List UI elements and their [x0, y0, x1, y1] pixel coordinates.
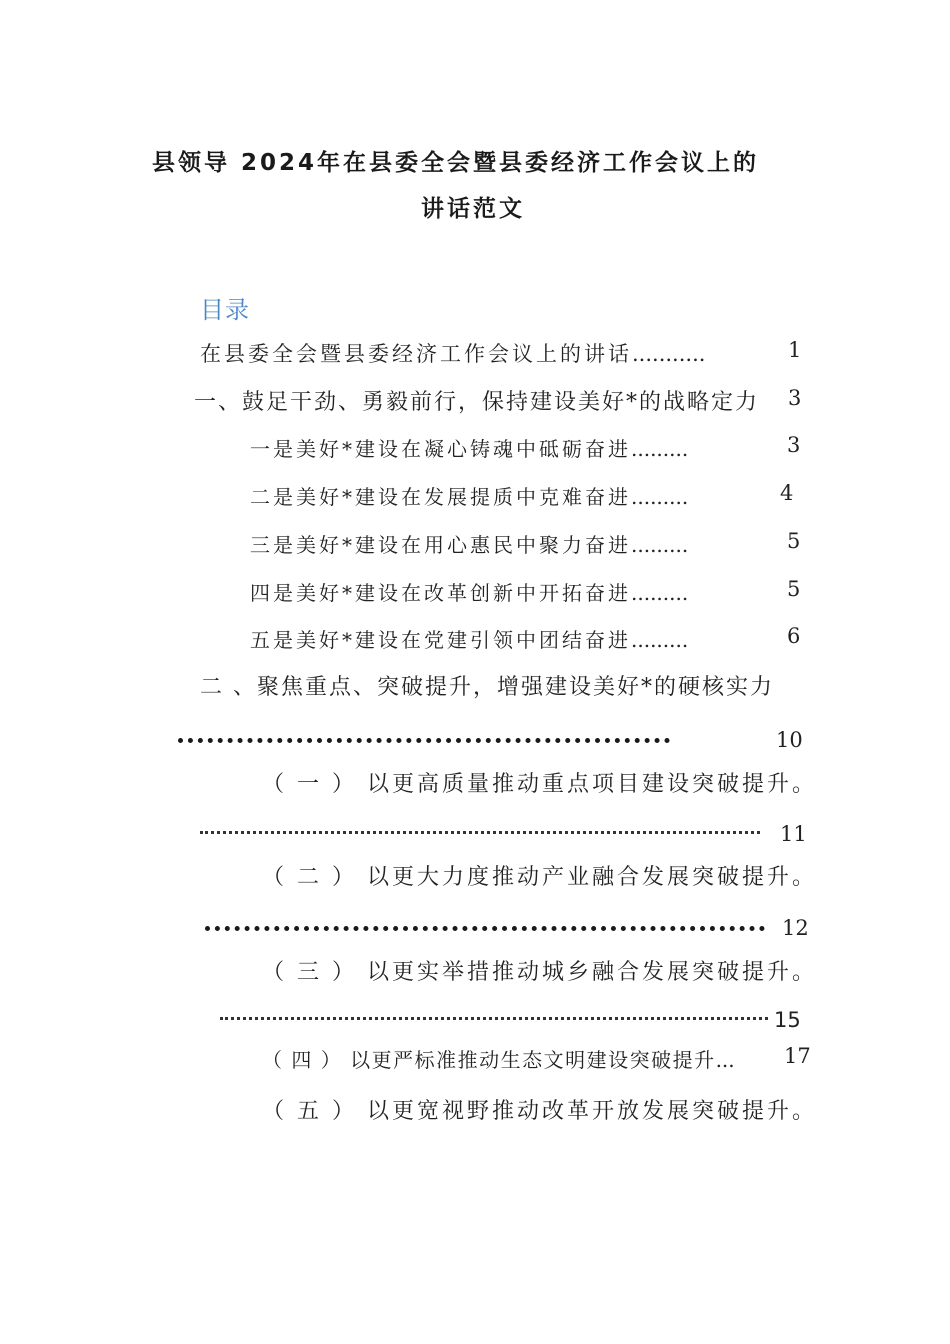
- toc-dot-leader: .........: [631, 581, 689, 605]
- toc-entry-text: 一是美好*建设在凝心铸魂中砥砺奋进: [250, 437, 631, 461]
- toc-entry-text: 一、鼓足干劲、勇毅前行，保持建设美好*的战略定力: [194, 390, 760, 415]
- toc-page-number: 12: [782, 916, 809, 940]
- toc-page-number: 3: [787, 433, 801, 457]
- toc-dot-leader: .........: [631, 437, 689, 461]
- toc-entry-1-1[interactable]: [250, 433, 688, 462]
- toc-page-number: 11: [780, 822, 807, 846]
- toc-page-number: 1: [788, 338, 802, 362]
- toc-page-number: 5: [787, 577, 801, 601]
- toc-entry-2-3[interactable]: [262, 955, 817, 986]
- toc-dot-leader: [200, 831, 760, 834]
- toc-page-number: 5: [787, 529, 801, 553]
- toc-page-number: 3: [788, 386, 802, 410]
- toc-entry-text: 二 、聚焦重点、突破提升，增强建设美好*的硬核实力: [200, 675, 774, 700]
- toc-entry-1-4[interactable]: [250, 577, 688, 606]
- toc-entry-text: （ 四 ） 以更严标准推动生态文明建设突破提升: [262, 1048, 716, 1072]
- document-title-line-1: 县领导 2024年在县委全会暨县委经济工作会议上的: [152, 150, 760, 176]
- toc-entry-1-5[interactable]: [250, 624, 688, 653]
- toc-page-number: 17: [784, 1044, 811, 1068]
- toc-dot-leader: ...........: [632, 342, 706, 366]
- toc-entry-2-1[interactable]: [262, 767, 817, 798]
- toc-dot-leader: [178, 738, 670, 743]
- toc-entry-text: 四是美好*建设在改革创新中开拓奋进: [250, 581, 631, 605]
- toc-entry-text: （ 二 ） 以更大力度推动产业融合发展突破提升。: [262, 865, 817, 890]
- toc-entry-text: 三是美好*建设在用心惠民中聚力奋进: [250, 533, 631, 557]
- toc-dot-leader: .........: [631, 485, 689, 509]
- toc-dot-leader: [220, 1017, 768, 1020]
- toc-entry-2-2[interactable]: [262, 860, 817, 891]
- toc-entry-text: 二是美好*建设在发展提质中克难奋进: [250, 485, 631, 509]
- toc-dot-leader: .........: [631, 628, 689, 652]
- toc-entry-main-speech[interactable]: [200, 338, 705, 368]
- toc-page-number: 15: [774, 1008, 801, 1032]
- toc-dot-leader: ...: [715, 1048, 735, 1072]
- toc-entry-1-2[interactable]: [250, 481, 688, 510]
- toc-heading[interactable]: 目录: [200, 296, 250, 324]
- toc-entry-text: （ 五 ） 以更宽视野推动改革开放发展突破提升。: [262, 1099, 817, 1124]
- toc-page-number: 10: [776, 728, 803, 752]
- toc-entry-text: 在县委全会暨县委经济工作会议上的讲话: [200, 342, 632, 366]
- toc-entry-2-4[interactable]: [262, 1044, 735, 1073]
- toc-page-number: 6: [787, 624, 801, 648]
- toc-entry-2-5[interactable]: [262, 1094, 817, 1125]
- toc-page-number: 4: [780, 481, 794, 505]
- document-title-line-2: 讲话范文: [421, 196, 525, 222]
- toc-entry-text: （ 三 ） 以更实举措推动城乡融合发展突破提升。: [262, 960, 817, 985]
- toc-entry-text: （ 一 ） 以更高质量推动重点项目建设突破提升。: [262, 772, 817, 797]
- toc-entry-section-2[interactable]: [200, 670, 774, 701]
- toc-entry-section-1[interactable]: [194, 385, 759, 416]
- toc-entry-1-3[interactable]: [250, 529, 688, 558]
- toc-dot-leader: .........: [631, 533, 689, 557]
- toc-entry-text: 五是美好*建设在党建引领中团结奋进: [250, 628, 631, 652]
- toc-dot-leader: [205, 926, 765, 931]
